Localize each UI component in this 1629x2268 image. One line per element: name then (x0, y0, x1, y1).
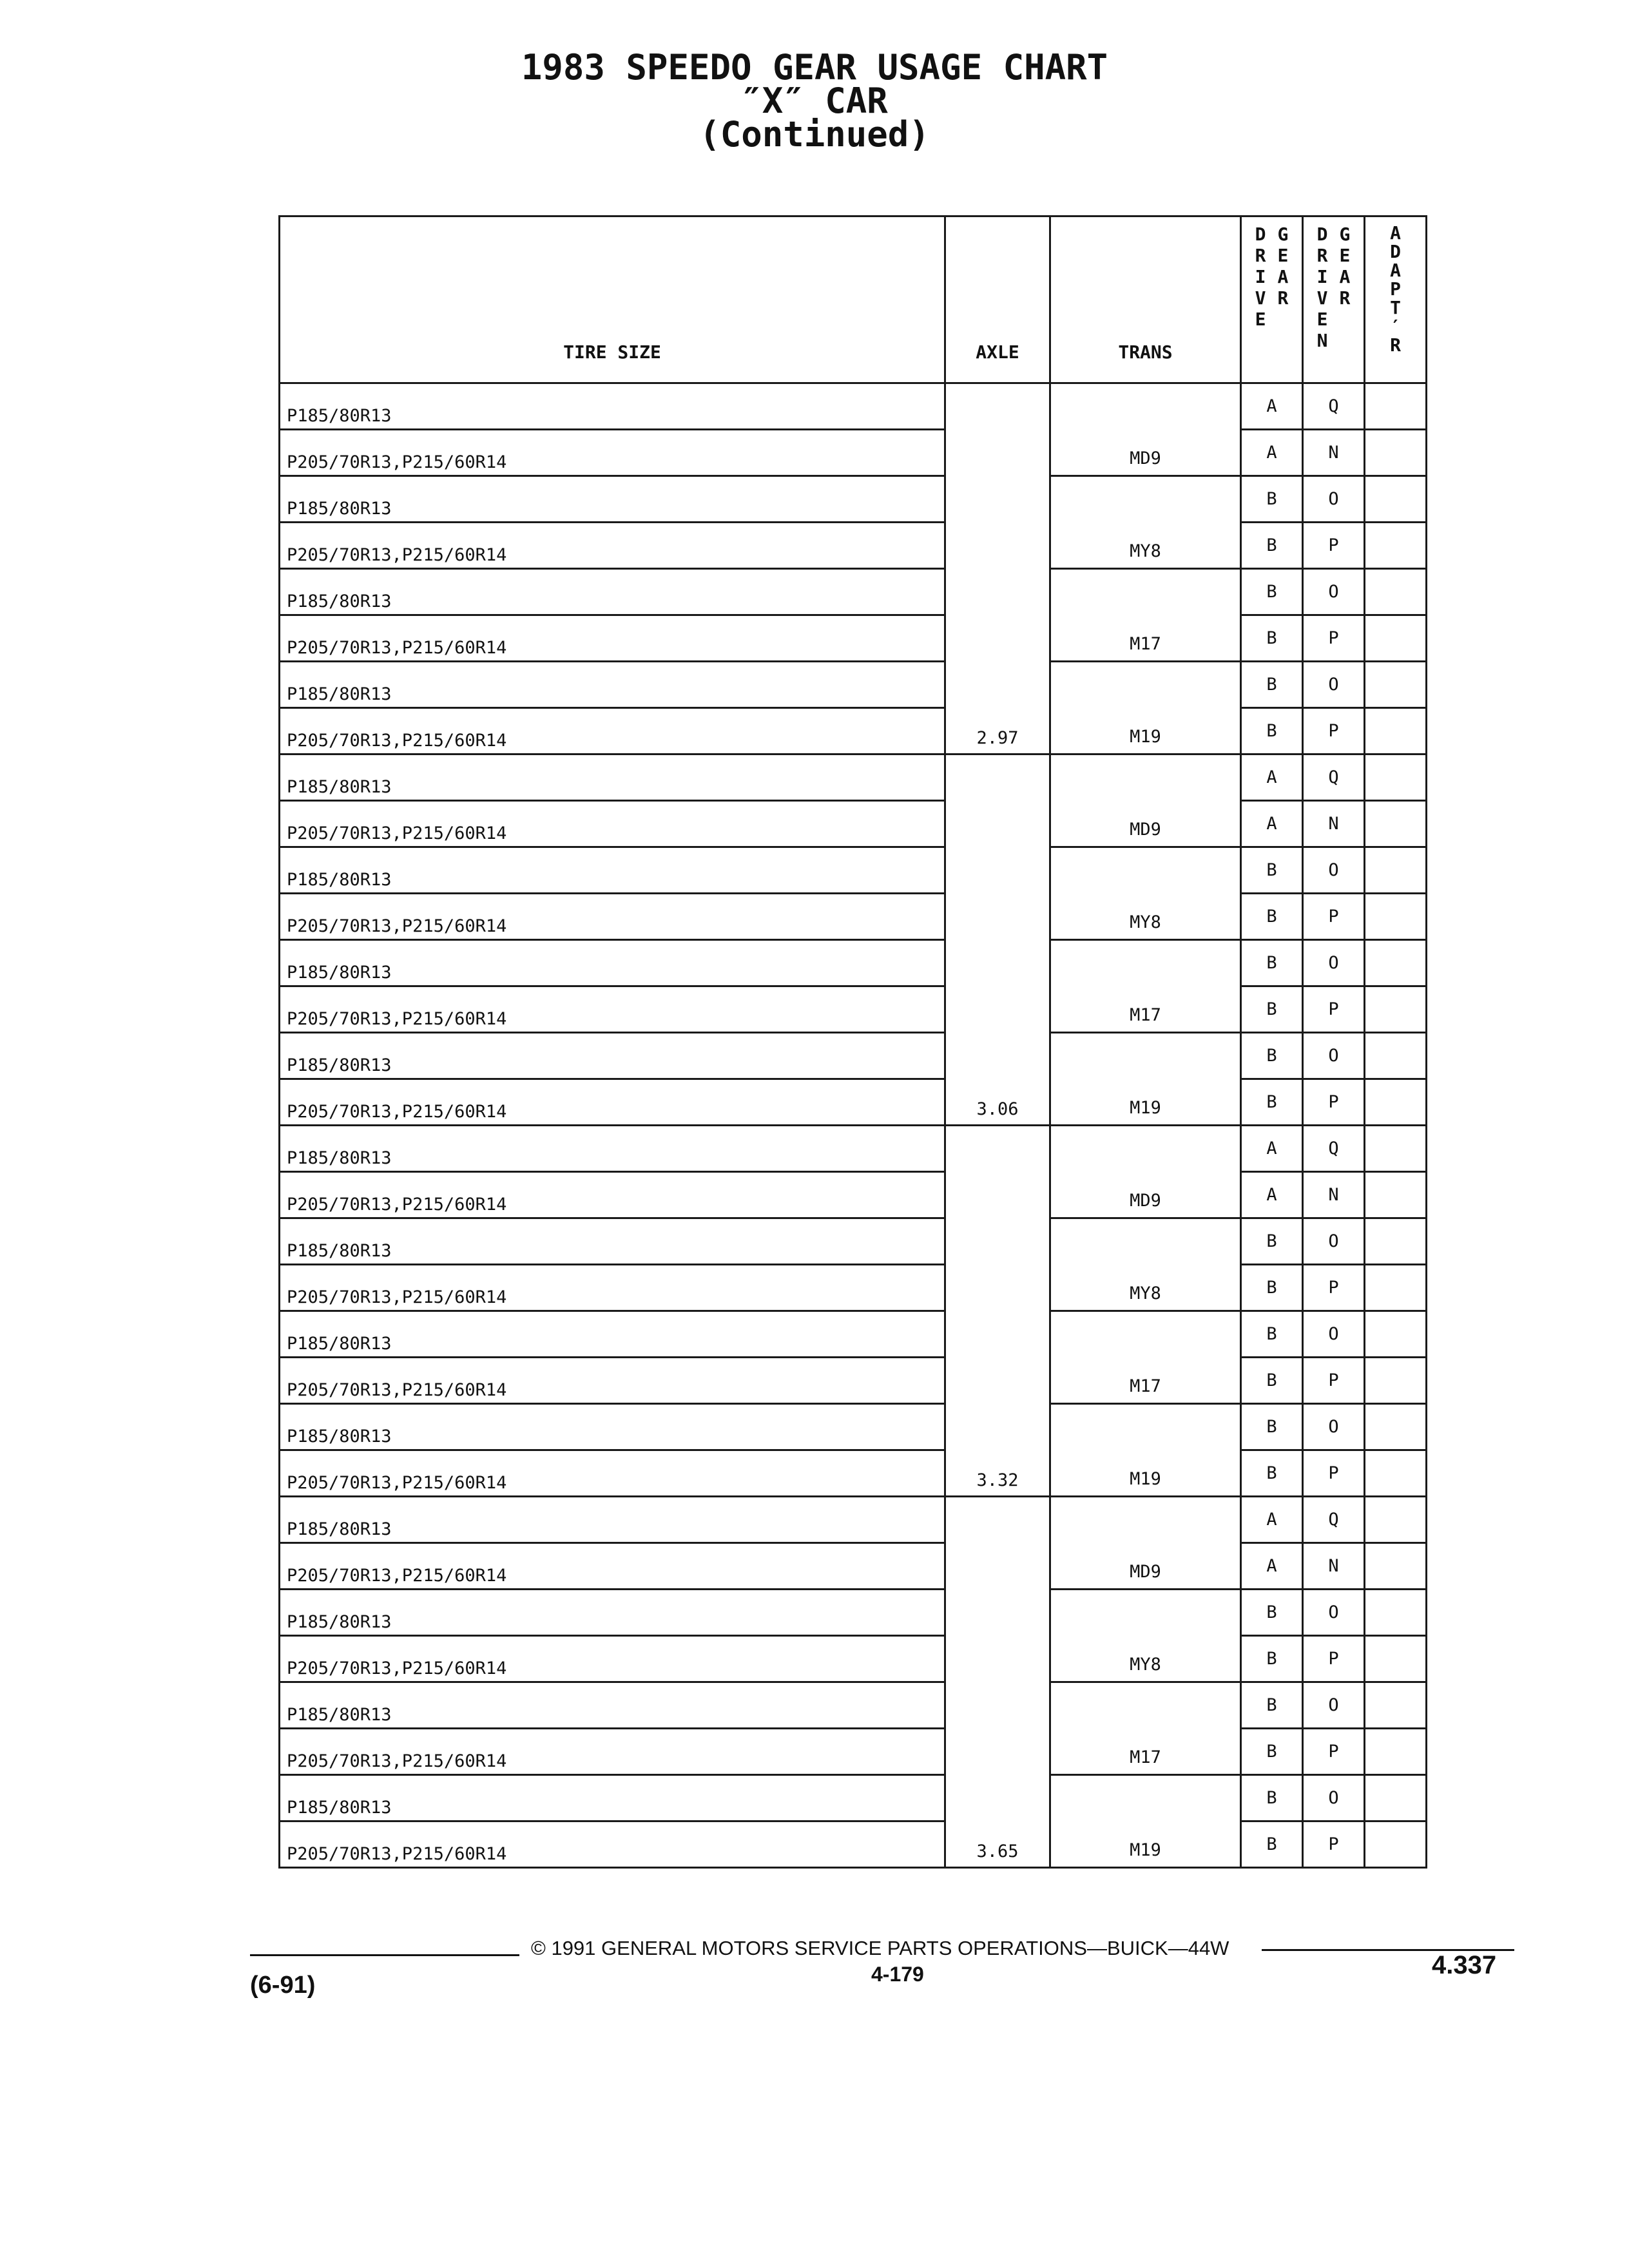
header-driven-gear (1303, 216, 1365, 383)
driven-gear-cell: O (1303, 1033, 1365, 1079)
drive-gear-cell: B (1241, 1775, 1303, 1821)
adapter-cell (1365, 1265, 1427, 1311)
adapter-cell (1365, 1775, 1427, 1821)
trans-code-cell: MY8 (1050, 1590, 1241, 1682)
adapter-cell (1365, 1218, 1427, 1265)
adapter-cell (1365, 476, 1427, 523)
driven-gear-cell: P (1303, 1636, 1365, 1682)
driven-gear-cell: N (1303, 1543, 1365, 1590)
driven-gear-cell: P (1303, 1265, 1365, 1311)
footer-copyright: © 1991 GENERAL MOTORS SERVICE PARTS OPERATIONS—BUICK—44W (531, 1937, 1229, 1959)
driven-gear-cell: P (1303, 615, 1365, 662)
driven-gear-cell: Q (1303, 383, 1365, 430)
driven-gear-cell: Q (1303, 1126, 1365, 1172)
vertical-word: D R I V E (1255, 224, 1266, 330)
trans-code-cell: MY8 (1050, 476, 1241, 569)
drive-gear-cell: B (1241, 1033, 1303, 1079)
trans-code-cell: MY8 (1050, 847, 1241, 940)
axle-ratio-cell: 3.65 (945, 1497, 1050, 1868)
drive-gear-cell: B (1241, 1682, 1303, 1729)
drive-gear-cell: B (1241, 1079, 1303, 1126)
tire-size-cell: P185/80R13 (280, 662, 945, 708)
footer-date-code: (6-91) (250, 1972, 316, 1999)
adapter-cell (1365, 615, 1427, 662)
axle-ratio-cell: 2.97 (945, 383, 1050, 754)
table-row (280, 1218, 1427, 1265)
drive-gear-cell: B (1241, 847, 1303, 894)
driven-gear-cell: P (1303, 1729, 1365, 1775)
driven-gear-cell: O (1303, 1682, 1365, 1729)
trans-code-cell: M19 (1050, 1033, 1241, 1126)
tire-size-cell: P205/70R13,P215/60R14 (280, 1729, 945, 1775)
driven-gear-cell: O (1303, 940, 1365, 986)
axle-ratio-cell: 3.32 (945, 1126, 1050, 1497)
table-row (280, 1729, 1427, 1775)
table-row (280, 708, 1427, 754)
adapter-cell (1365, 847, 1427, 894)
driven-gear-cell: O (1303, 1590, 1365, 1636)
table-row (280, 1450, 1427, 1497)
tire-size-cell: P205/70R13,P215/60R14 (280, 1543, 945, 1590)
table-row (280, 615, 1427, 662)
drive-gear-cell: B (1241, 662, 1303, 708)
adapter-cell (1365, 1404, 1427, 1450)
drive-gear-cell: B (1241, 1218, 1303, 1265)
driven-gear-cell: O (1303, 662, 1365, 708)
trans-code-cell: M19 (1050, 1775, 1241, 1868)
driven-gear-cell: Q (1303, 754, 1365, 801)
driven-gear-cell: P (1303, 1821, 1365, 1868)
table-row (280, 894, 1427, 940)
table-row (280, 847, 1427, 894)
trans-code-cell: M19 (1050, 662, 1241, 754)
table-row (280, 754, 1427, 801)
vertical-word: D R I V E N (1316, 224, 1328, 351)
tire-size-cell: P205/70R13,P215/60R14 (280, 615, 945, 662)
footer-rule-left (250, 1954, 519, 1956)
adapter-cell (1365, 1079, 1427, 1126)
driven-gear-cell: O (1303, 847, 1365, 894)
drive-gear-cell: B (1241, 986, 1303, 1033)
chart-continued-label: (Continued) (699, 114, 930, 155)
trans-code-cell: M17 (1050, 1311, 1241, 1404)
drive-gear-cell: A (1241, 1126, 1303, 1172)
adapter-cell (1365, 1543, 1427, 1590)
trans-code-cell: MD9 (1050, 754, 1241, 847)
driven-gear-cell: Q (1303, 1497, 1365, 1543)
speedo-gear-table (278, 215, 1427, 1869)
tire-size-cell: P185/80R13 (280, 1218, 945, 1265)
header-axle: AXLE (945, 216, 1050, 383)
drive-gear-cell: B (1241, 1450, 1303, 1497)
tire-size-cell: P185/80R13 (280, 1404, 945, 1450)
drive-gear-cell: A (1241, 1543, 1303, 1590)
table-row (280, 523, 1427, 569)
adapter-cell (1365, 1450, 1427, 1497)
table-row (280, 940, 1427, 986)
driven-gear-cell: N (1303, 1172, 1365, 1218)
axle-ratio-cell: 3.06 (945, 754, 1050, 1126)
table-row (280, 430, 1427, 476)
adapter-cell (1365, 754, 1427, 801)
table-row (280, 1543, 1427, 1590)
adapter-cell (1365, 708, 1427, 754)
adapter-cell (1365, 523, 1427, 569)
trans-code-cell: M19 (1050, 1404, 1241, 1497)
table-row (280, 1404, 1427, 1450)
table-row (280, 1079, 1427, 1126)
adapter-cell (1365, 894, 1427, 940)
tire-size-cell: P185/80R13 (280, 476, 945, 523)
tire-size-cell: P185/80R13 (280, 847, 945, 894)
drive-gear-cell: B (1241, 476, 1303, 523)
driven-gear-cell: N (1303, 430, 1365, 476)
drive-gear-cell: A (1241, 754, 1303, 801)
table-row (280, 662, 1427, 708)
drive-gear-cell: B (1241, 894, 1303, 940)
trans-code-cell: MY8 (1050, 1218, 1241, 1311)
adapter-cell (1365, 1033, 1427, 1079)
tire-size-cell: P205/70R13,P215/60R14 (280, 1079, 945, 1126)
table-row (280, 1682, 1427, 1729)
table-header-row (280, 216, 1427, 383)
table-row (280, 1033, 1427, 1079)
drive-gear-cell: B (1241, 1358, 1303, 1404)
adapter-cell (1365, 801, 1427, 847)
adapter-cell (1365, 1682, 1427, 1729)
adapter-cell (1365, 1590, 1427, 1636)
driven-gear-cell: P (1303, 1358, 1365, 1404)
tire-size-cell: P205/70R13,P215/60R14 (280, 894, 945, 940)
tire-size-cell: P205/70R13,P215/60R14 (280, 1450, 945, 1497)
adapter-cell (1365, 986, 1427, 1033)
driven-gear-cell: P (1303, 523, 1365, 569)
trans-code-cell: M17 (1050, 1682, 1241, 1775)
table-body (280, 383, 1427, 1868)
drive-gear-cell: B (1241, 615, 1303, 662)
tire-size-cell: P185/80R13 (280, 940, 945, 986)
adapter-cell (1365, 1497, 1427, 1543)
adapter-cell (1365, 1358, 1427, 1404)
tire-size-cell: P185/80R13 (280, 1590, 945, 1636)
drive-gear-cell: A (1241, 383, 1303, 430)
table-row (280, 1311, 1427, 1358)
adapter-cell (1365, 383, 1427, 430)
drive-gear-cell: B (1241, 523, 1303, 569)
table-row (280, 1821, 1427, 1868)
chart-title: 1983 SPEEDO GEAR USAGE CHART (521, 47, 1108, 88)
drive-gear-cell: B (1241, 569, 1303, 615)
driven-gear-cell: O (1303, 476, 1365, 523)
adapter-cell (1365, 1636, 1427, 1682)
drive-gear-cell: B (1241, 1590, 1303, 1636)
driven-gear-cell: O (1303, 1404, 1365, 1450)
tire-size-cell: P205/70R13,P215/60R14 (280, 986, 945, 1033)
driven-gear-cell: O (1303, 1311, 1365, 1358)
driven-gear-cell: O (1303, 569, 1365, 615)
adapter-cell (1365, 940, 1427, 986)
tire-size-cell: P185/80R13 (280, 1311, 945, 1358)
adapter-cell (1365, 1172, 1427, 1218)
drive-gear-cell: B (1241, 708, 1303, 754)
trans-code-cell: M17 (1050, 940, 1241, 1033)
table-row (280, 1775, 1427, 1821)
drive-gear-cell: B (1241, 1311, 1303, 1358)
driven-gear-cell: O (1303, 1218, 1365, 1265)
vertical-word: A D A P T ′ R (1390, 222, 1401, 356)
driven-gear-cell: P (1303, 894, 1365, 940)
header-drive-gear (1241, 216, 1303, 383)
tire-size-cell: P185/80R13 (280, 1033, 945, 1079)
tire-size-cell: P205/70R13,P215/60R14 (280, 1821, 945, 1868)
trans-code-cell: M17 (1050, 569, 1241, 662)
header-tire-size: TIRE SIZE (280, 216, 945, 383)
driven-gear-label (1304, 224, 1364, 351)
tire-size-cell: P185/80R13 (280, 1126, 945, 1172)
driven-gear-cell: P (1303, 1079, 1365, 1126)
drive-gear-cell: A (1241, 801, 1303, 847)
adapter-cell (1365, 569, 1427, 615)
tire-size-cell: P185/80R13 (280, 1497, 945, 1543)
footer-section-number: 4.337 (1432, 1951, 1497, 1979)
driven-gear-cell: P (1303, 986, 1365, 1033)
table-row (280, 1590, 1427, 1636)
table-row (280, 1497, 1427, 1543)
trans-code-cell: MD9 (1050, 383, 1241, 476)
vertical-word: G E A R (1339, 224, 1351, 309)
driven-gear-cell: O (1303, 1775, 1365, 1821)
table-row (280, 1265, 1427, 1311)
tire-size-cell: P185/80R13 (280, 1775, 945, 1821)
drive-gear-cell: B (1241, 1265, 1303, 1311)
adapter-cell (1365, 1821, 1427, 1868)
tire-size-cell: P205/70R13,P215/60R14 (280, 1636, 945, 1682)
drive-gear-cell: A (1241, 1172, 1303, 1218)
driven-gear-cell: N (1303, 801, 1365, 847)
header-trans: TRANS (1050, 216, 1241, 383)
table-row (280, 383, 1427, 430)
driven-gear-cell: P (1303, 1450, 1365, 1497)
chart-subtitle: ″X″ CAR (741, 81, 888, 121)
table-row (280, 801, 1427, 847)
drive-gear-label (1242, 224, 1302, 330)
drive-gear-cell: B (1241, 940, 1303, 986)
drive-gear-cell: B (1241, 1821, 1303, 1868)
adapter-cell (1365, 430, 1427, 476)
trans-code-cell: MD9 (1050, 1497, 1241, 1590)
table-row (280, 569, 1427, 615)
drive-gear-cell: B (1241, 1404, 1303, 1450)
tire-size-cell: P205/70R13,P215/60R14 (280, 430, 945, 476)
tire-size-cell: P205/70R13,P215/60R14 (280, 1358, 945, 1404)
tire-size-cell: P185/80R13 (280, 569, 945, 615)
table-row (280, 476, 1427, 523)
drive-gear-cell: A (1241, 1497, 1303, 1543)
table-row (280, 1636, 1427, 1682)
adapter-cell (1365, 1126, 1427, 1172)
tire-size-cell: P205/70R13,P215/60R14 (280, 1172, 945, 1218)
table-row (280, 1126, 1427, 1172)
tire-size-cell: P205/70R13,P215/60R14 (280, 801, 945, 847)
adapter-cell (1365, 1311, 1427, 1358)
adapter-label (1365, 224, 1425, 354)
table-row (280, 986, 1427, 1033)
adapter-cell (1365, 662, 1427, 708)
tire-size-cell: P205/70R13,P215/60R14 (280, 1265, 945, 1311)
tire-size-cell: P185/80R13 (280, 383, 945, 430)
table-row (280, 1358, 1427, 1404)
vertical-word: G E A R (1277, 224, 1289, 309)
drive-gear-cell: B (1241, 1729, 1303, 1775)
adapter-cell (1365, 1729, 1427, 1775)
trans-code-cell: MD9 (1050, 1126, 1241, 1218)
tire-size-cell: P185/80R13 (280, 1682, 945, 1729)
drive-gear-cell: B (1241, 1636, 1303, 1682)
tire-size-cell: P205/70R13,P215/60R14 (280, 708, 945, 754)
tire-size-cell: P185/80R13 (280, 754, 945, 801)
footer-page-number: 4-179 (871, 1963, 924, 1986)
driven-gear-cell: P (1303, 708, 1365, 754)
table-row (280, 1172, 1427, 1218)
header-adapter (1365, 216, 1427, 383)
tire-size-cell: P205/70R13,P215/60R14 (280, 523, 945, 569)
drive-gear-cell: A (1241, 430, 1303, 476)
